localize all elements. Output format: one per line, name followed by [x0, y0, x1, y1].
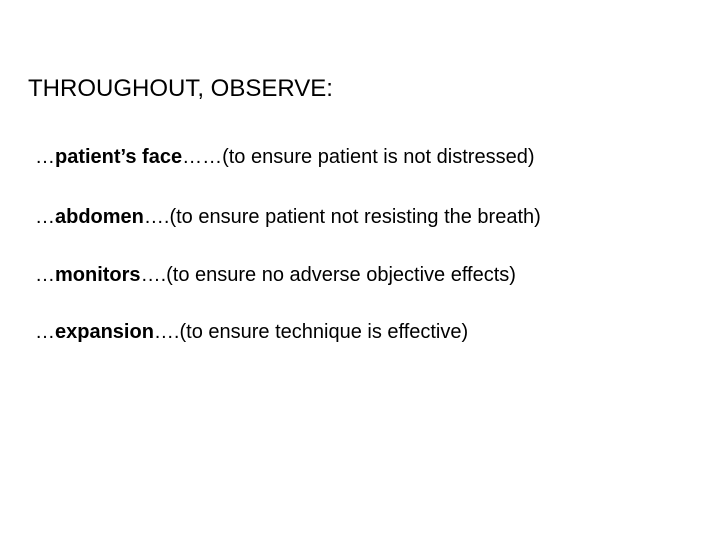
slide-title: THROUGHOUT, OBSERVE:	[28, 75, 333, 102]
observation-item-monitors	[35, 262, 516, 288]
observation-item-patient-face	[35, 144, 534, 170]
item-keyword: monitors	[55, 264, 141, 286]
item-description: ……(to ensure patient is not distressed)	[182, 146, 535, 168]
item-keyword: expansion	[55, 321, 154, 343]
item-description: ….(to ensure technique is effective)	[153, 321, 469, 343]
item-keyword: patient’s face	[55, 146, 183, 168]
item-description: ….(to ensure patient not resisting the breath)	[143, 206, 541, 228]
item-prefix: …	[35, 146, 55, 168]
observation-item-expansion	[35, 319, 468, 345]
item-description: ….(to ensure no adverse objective effects)	[140, 264, 516, 286]
item-prefix: …	[35, 321, 55, 343]
item-prefix: …	[35, 264, 55, 286]
item-prefix: …	[35, 206, 55, 228]
item-keyword: abdomen	[55, 206, 144, 228]
observation-item-abdomen	[35, 204, 541, 230]
